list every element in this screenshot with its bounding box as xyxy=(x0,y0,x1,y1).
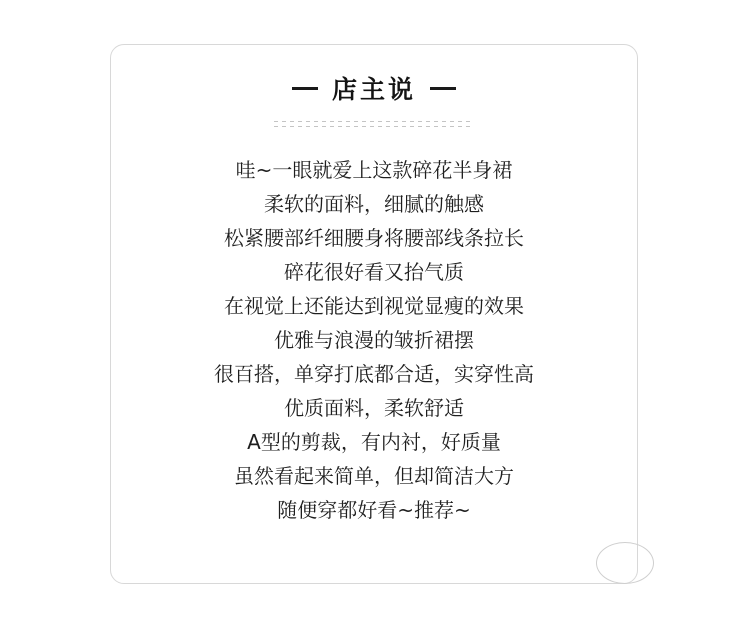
heading-row xyxy=(292,70,456,106)
description-line: 柔软的面料，细腻的触感 xyxy=(264,192,484,216)
description-line: 很百搭，单穿打底都合适，实穿性高 xyxy=(214,362,534,386)
dash-right-icon xyxy=(430,87,456,90)
page-title: 店主说 xyxy=(331,75,416,104)
description-line: 虽然看起来简单，但却简洁大方 xyxy=(234,464,514,488)
description-lines xyxy=(110,153,638,527)
divider-line-bottom xyxy=(274,126,474,127)
dashed-divider xyxy=(274,121,474,127)
description-line: A型的剪裁，有内衬，好质量 xyxy=(247,430,501,454)
description-line: 随便穿都好看~推荐~ xyxy=(277,498,471,522)
description-line: 松紧腰部纤细腰身将腰部线条拉长 xyxy=(224,226,524,250)
description-line: 在视觉上还能达到视觉显瘦的效果 xyxy=(224,294,524,318)
description-line: 优雅与浪漫的皱折裙摆 xyxy=(274,328,474,352)
card-content xyxy=(110,44,638,584)
description-line: 哇~一眼就爱上这款碎花半身裙 xyxy=(235,158,513,182)
circle-outline-icon xyxy=(596,542,654,584)
description-line: 优质面料，柔软舒适 xyxy=(284,396,464,420)
divider-line-top xyxy=(274,121,474,122)
dash-left-icon xyxy=(292,87,318,90)
description-line: 碎花很好看又抬气质 xyxy=(284,260,464,284)
